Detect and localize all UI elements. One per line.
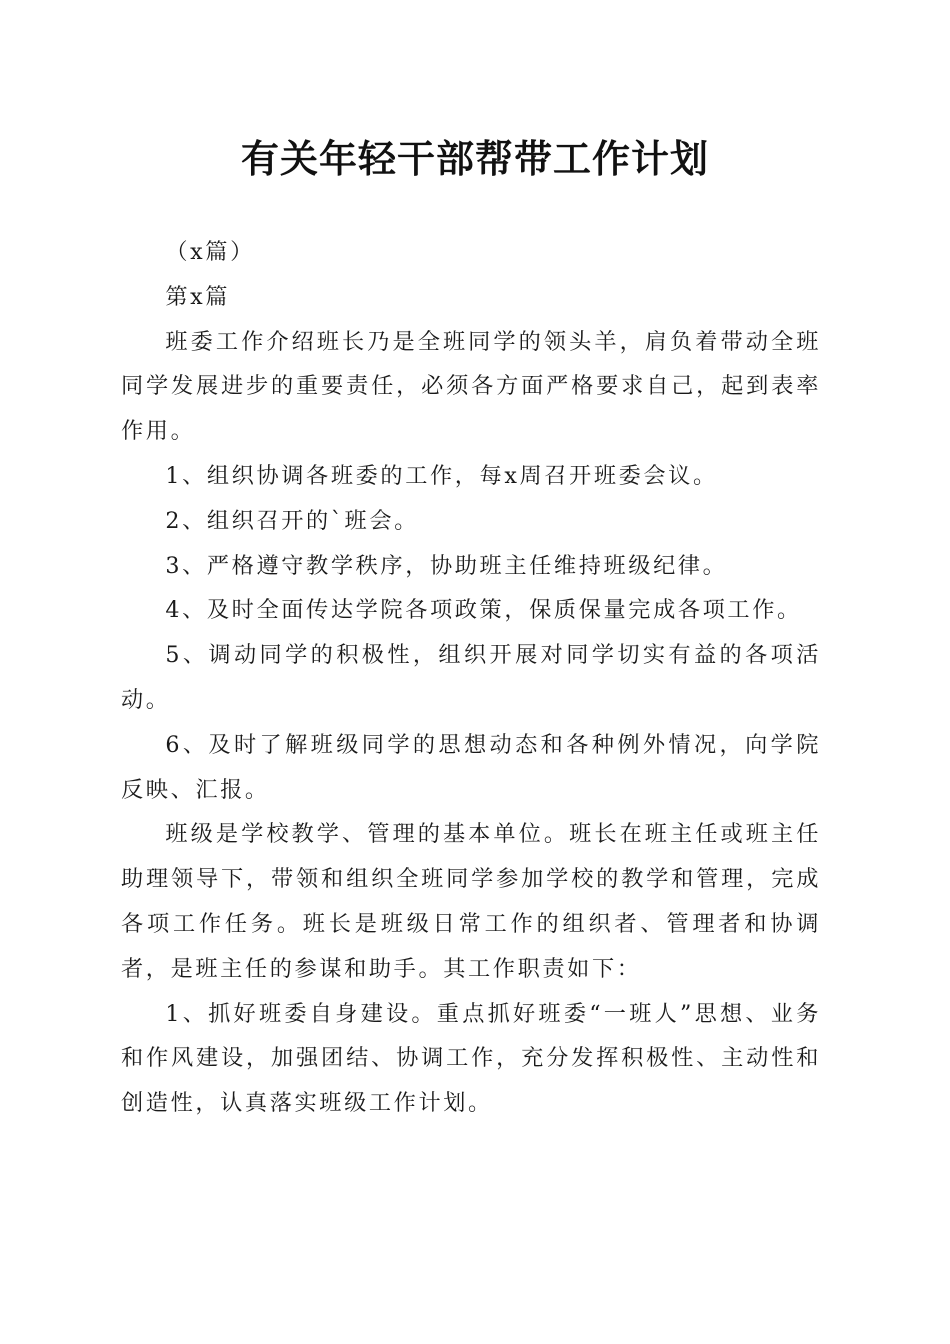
document-title: 有关年轻干部帮带工作计划	[240, 136, 709, 181]
paragraph-item-1: 1、组织协调各班委的工作，每x周召开班委会议。	[165, 462, 718, 489]
paragraph-count-note: （x篇）	[165, 239, 255, 265]
paragraph-item-5: 5、调动同学的积极性，组织开展对同学切实有益的各项活动。	[121, 642, 821, 713]
paragraph-item-6: 6、及时了解班级同学的思想动态和各种例外情况，向学院反映、汇报。	[121, 731, 821, 803]
paragraph-duty-1: 1、抓好班委自身建设。重点抓好班委“一班人”思想、业务和作风建设，加强团结、协调工作，充分发挥积极性、主动性和创造性，认真落实班级工作计划。	[121, 1000, 821, 1117]
paragraph-item-3: 3、严格遵守教学秩序，协助班主任维持班级纪律。	[165, 552, 728, 579]
paragraph-class-leader-duties: 班级是学校教学、管理的基本单位。班长在班主任或班主任助理领导下，带领和组织全班同学参加学校的教学和管理，完成各项工作任务。班长是班级日常工作的组织者、管理者和协调者，是班主任的参谋和助手。其工作职责如下：	[121, 821, 821, 982]
paragraph-item-4: 4、及时全面传达学院各项政策，保质保量完成各项工作。	[165, 597, 802, 624]
paragraph-section-heading: 第x篇	[165, 283, 231, 310]
paragraph-intro: 班委工作介绍班长乃是全班同学的领头羊，肩负着带动全班同学发展进步的重要责任，必须各方面严格要求自己，起到表率作用。	[121, 328, 821, 445]
paragraph-item-2: 2、组织召开的`班会。	[165, 507, 419, 534]
document-body	[121, 230, 821, 1126]
